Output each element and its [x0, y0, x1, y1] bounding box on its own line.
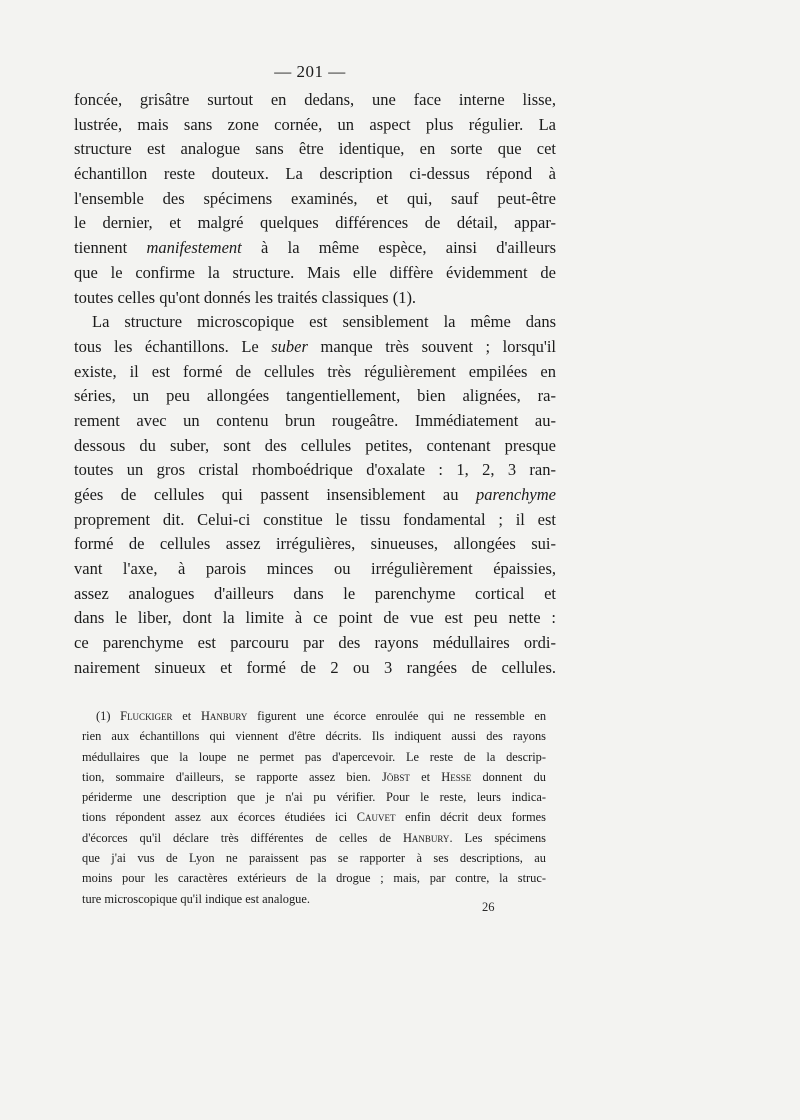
- text-line: l'ensemble des spécimens examinés, et qui, sauf peut-être: [74, 188, 556, 208]
- text-line: tous les échantillons. Le suber manque très souvent ; lorsqu'il: [74, 336, 557, 356]
- footnote: [82, 706, 546, 909]
- text-line: ce parenchyme est parcouru par des rayons médullaires ordi-: [74, 633, 556, 653]
- author-name: Hanbury: [402, 830, 450, 845]
- footnote-line: ture microscopique qu'il indique est analogue.: [82, 891, 310, 906]
- footnote-line: tions répondent assez aux écorces étudiées ici Cauvet enfin décrit deux formes: [82, 810, 546, 825]
- footnote-line: rien aux échantillons qui viennent d'être décrits. Ils indiquent aussi des rayons: [82, 729, 546, 744]
- italic-term: parenchyme: [475, 485, 556, 504]
- text-line: La structure microscopique est sensiblement la même dans: [92, 312, 556, 332]
- footnote-line: tion, sommaire d'ailleurs, se rapporte assez bien. Jöbst et Hesse donnent du: [82, 769, 546, 784]
- text-line: gées de cellules qui passent insensiblement au parenchyme: [74, 485, 556, 504]
- text-line: proprement dit. Celui-ci constitue le tissu fondamental ; il est: [74, 509, 556, 529]
- text-line: tiennent manifestement à la même espèce, ainsi d'ailleurs: [74, 238, 556, 258]
- text-line: toutes celles qu'ont donnés les traités classiques (1).: [74, 287, 417, 307]
- footnote-line: (1) Fluckiger et Hanbury figurent une écorce enroulée qui ne ressemble en: [96, 709, 547, 723]
- italic-term: manifestement: [146, 238, 242, 258]
- signature-mark: 26: [482, 900, 495, 914]
- author-name: Cauvet: [356, 810, 396, 825]
- text-line: assez analogues d'ailleurs dans le parenchyme cortical et: [74, 583, 556, 603]
- author-name: Hesse: [441, 769, 472, 784]
- footnote-line: moins pour les caractères extérieurs de la drogue ; mais, par contre, la struc-: [82, 871, 546, 886]
- text-line: structure est analogue sans être identique, en sorte que cet: [74, 139, 556, 159]
- text-line: échantillon reste douteux. La description ci-dessus répond à: [74, 164, 556, 184]
- text-line: nairement sinueux et formé de 2 ou 3 rangées de cellules.: [74, 657, 556, 677]
- text-line: dans le liber, dont la limite à ce point de vue est peu nette :: [74, 608, 556, 628]
- italic-term: suber: [271, 336, 308, 356]
- page-number: — 201 —: [274, 62, 346, 81]
- author-name: Jöbst: [382, 769, 410, 784]
- text-line: que le confirme la structure. Mais elle diffère évidemment de: [74, 262, 556, 282]
- main-text: [74, 88, 556, 681]
- text-line: toutes un gros cristal rhomboédrique d'oxalate : 1, 2, 3 ran-: [74, 460, 556, 480]
- text-line: existe, il est formé de cellules très régulièrement empilées en: [74, 361, 556, 381]
- text-line: rement avec un contenu brun rougeâtre. Immédiatement au-: [74, 410, 556, 430]
- text-line: vant l'axe, à parois minces ou irrégulièrement épaissies,: [74, 559, 556, 579]
- text-line: le dernier, et malgré quelques différences de détail, appar-: [74, 213, 556, 233]
- footnote-line: médullaires que la loupe ne permet pas d'apercevoir. Le reste de la descrip-: [82, 749, 546, 764]
- footnote-line: que j'ai vus de Lyon ne paraissent pas se rapporter à ses descriptions, au: [82, 851, 546, 866]
- text-line: formé de cellules assez irrégulières, sinueuses, allongées sui-: [74, 534, 556, 554]
- author-name: Hanbury: [200, 709, 248, 723]
- text-line: lustrée, mais sans zone cornée, un aspect plus régulier. La: [74, 114, 556, 134]
- text-line: dessous du suber, sont des cellules petites, contenant presque: [74, 435, 556, 455]
- author-name: Fluckiger: [120, 709, 173, 723]
- footnote-line: d'écorces qu'il déclare très différentes de celles de Hanbury. Les spécimens: [82, 830, 547, 845]
- text-line: séries, un peu allongées tangentiellement, bien alignées, ra-: [74, 386, 556, 406]
- footnote-line: périderme une description que je n'ai pu vérifier. Pour le reste, leurs indica-: [82, 790, 546, 805]
- text-line: foncée, grisâtre surtout en dedans, une face interne lisse,: [74, 90, 556, 109]
